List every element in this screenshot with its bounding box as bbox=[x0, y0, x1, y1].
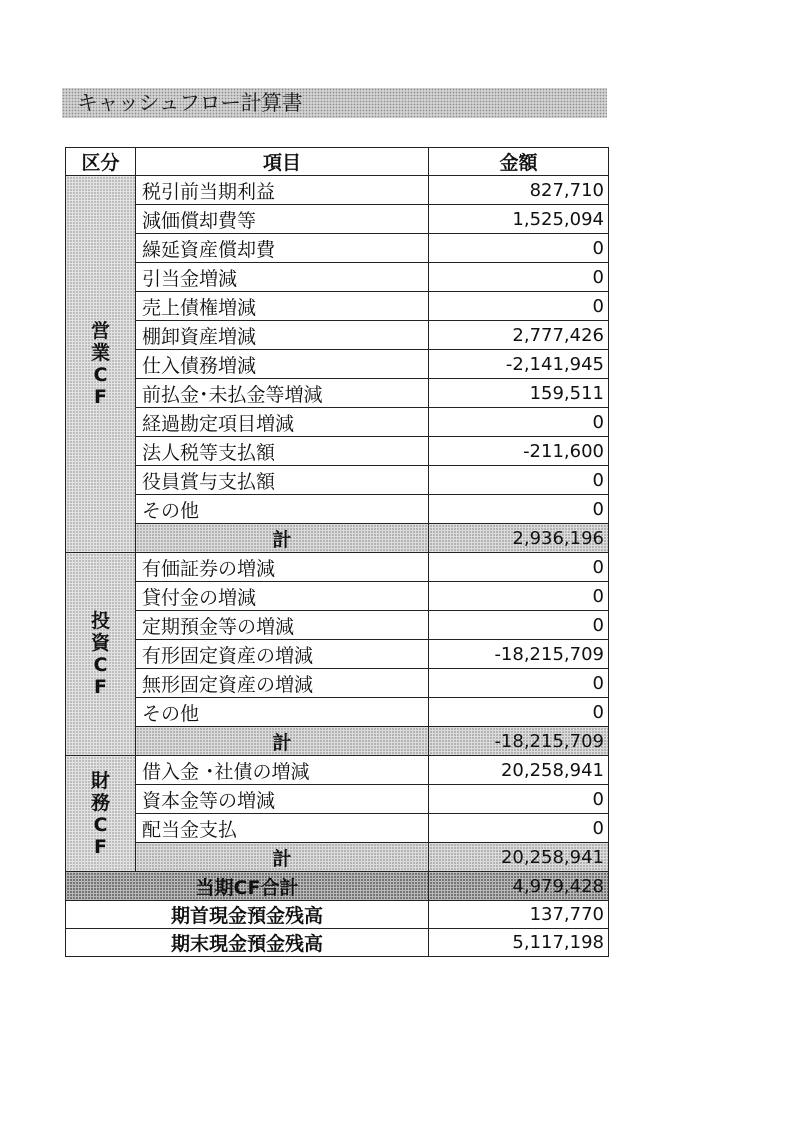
investing-cf-section-label bbox=[66, 553, 136, 756]
operating-cf-item-label: 経過勘定項目増減 bbox=[136, 408, 429, 437]
investing-cf-item-amount: 0 bbox=[429, 611, 609, 640]
operating-cf-row bbox=[66, 292, 609, 321]
operating-cf-item-amount: -2,141,945 bbox=[429, 350, 609, 379]
operating-cf-item-label: 仕入債務増減 bbox=[136, 350, 429, 379]
investing-cf-section-label-char: 資 bbox=[90, 632, 110, 654]
operating-cf-item-amount: 0 bbox=[429, 495, 609, 524]
investing-cf-item-label: 無形固定資産の増減 bbox=[136, 669, 429, 698]
page-title: キャッシュフロー計算書 bbox=[77, 91, 303, 115]
investing-cf-item-amount: 0 bbox=[429, 582, 609, 611]
operating-cf-item-label: 前払金･未払金等増減 bbox=[136, 379, 429, 408]
investing-cf-row bbox=[66, 611, 609, 640]
cash-flow-table bbox=[65, 147, 609, 957]
operating-cf-item-label: 役員賞与支払額 bbox=[136, 466, 429, 495]
financing-cf-section-label-char: 財 bbox=[90, 769, 110, 792]
operating-cf-item-label: 減価償却費等 bbox=[136, 205, 429, 234]
financing-cf-item-amount: 0 bbox=[429, 785, 609, 814]
operating-cf-section-label-char: C bbox=[93, 364, 108, 386]
operating-cf-item-amount: 0 bbox=[429, 408, 609, 437]
operating-cf-item-label: 棚卸資産増減 bbox=[136, 321, 429, 350]
total-cf-label: 当期CF合計 bbox=[66, 872, 429, 901]
investing-cf-item-amount: 0 bbox=[429, 553, 609, 582]
operating-cf-item-label: 売上債権増減 bbox=[136, 292, 429, 321]
financing-cf-item-label: 借入金 ･社債の増減 bbox=[136, 756, 429, 785]
operating-cf-item-label: その他 bbox=[136, 495, 429, 524]
investing-cf-item-label: 有形固定資産の増減 bbox=[136, 640, 429, 669]
header-row bbox=[66, 148, 609, 176]
financing-cf-item-label: 資本金等の増減 bbox=[136, 785, 429, 814]
opening-balance-amount: 137,770 bbox=[429, 901, 609, 929]
investing-cf-row bbox=[66, 582, 609, 611]
opening-balance-row bbox=[66, 901, 609, 929]
financing-cf-item-label: 配当金支払 bbox=[136, 814, 429, 843]
operating-cf-row bbox=[66, 350, 609, 379]
operating-cf-item-label: 引当金増減 bbox=[136, 263, 429, 292]
operating-cf-item-label: 税引前当期利益 bbox=[136, 176, 429, 205]
financing-cf-item-amount: 20,258,941 bbox=[429, 756, 609, 785]
operating-cf-row bbox=[66, 408, 609, 437]
financing-cf-subtotal-amount: 20,258,941 bbox=[429, 843, 609, 872]
investing-cf-item-label: 有価証券の増減 bbox=[136, 553, 429, 582]
header-amount: 金額 bbox=[429, 148, 609, 176]
investing-cf-row bbox=[66, 640, 609, 669]
operating-cf-item-amount: 1,525,094 bbox=[429, 205, 609, 234]
investing-cf-row bbox=[66, 698, 609, 727]
operating-cf-row bbox=[66, 263, 609, 292]
closing-balance-label: 期末現金預金残高 bbox=[66, 929, 429, 957]
financing-cf-subtotal-label: 計 bbox=[136, 843, 429, 872]
title-band bbox=[62, 88, 607, 118]
investing-cf-item-label: 貸付金の増減 bbox=[136, 582, 429, 611]
operating-cf-item-amount: 0 bbox=[429, 466, 609, 495]
operating-cf-item-label: 法人税等支払額 bbox=[136, 437, 429, 466]
investing-cf-row bbox=[66, 669, 609, 698]
investing-cf-subtotal-label: 計 bbox=[136, 727, 429, 756]
operating-cf-item-amount: 2,777,426 bbox=[429, 321, 609, 350]
operating-cf-item-amount: 0 bbox=[429, 234, 609, 263]
operating-cf-section-label bbox=[66, 176, 136, 553]
investing-cf-item-amount: -18,215,709 bbox=[429, 640, 609, 669]
operating-cf-row bbox=[66, 321, 609, 350]
total-cf-row bbox=[66, 872, 609, 901]
operating-cf-row bbox=[66, 466, 609, 495]
financing-cf-row bbox=[66, 756, 609, 785]
financing-cf-row bbox=[66, 814, 609, 843]
operating-cf-item-amount: 827,710 bbox=[429, 176, 609, 205]
operating-cf-section-label-char: 業 bbox=[90, 342, 110, 364]
operating-cf-subtotal-row bbox=[66, 524, 609, 553]
financing-cf-row bbox=[66, 785, 609, 814]
investing-cf-item-amount: 0 bbox=[429, 698, 609, 727]
operating-cf-subtotal-amount: 2,936,196 bbox=[429, 524, 609, 553]
header-item: 項目 bbox=[136, 148, 429, 176]
closing-balance-amount: 5,117,198 bbox=[429, 929, 609, 957]
closing-balance-row bbox=[66, 929, 609, 957]
investing-cf-item-label: その他 bbox=[136, 698, 429, 727]
operating-cf-row bbox=[66, 437, 609, 466]
operating-cf-item-amount: 0 bbox=[429, 263, 609, 292]
financing-cf-item-amount: 0 bbox=[429, 814, 609, 843]
header-category: 区分 bbox=[66, 148, 136, 176]
operating-cf-row bbox=[66, 205, 609, 234]
investing-cf-item-amount: 0 bbox=[429, 669, 609, 698]
opening-balance-label: 期首現金預金残高 bbox=[66, 901, 429, 929]
financing-cf-section-label bbox=[66, 756, 136, 872]
operating-cf-subtotal-label: 計 bbox=[136, 524, 429, 553]
total-cf-amount: 4,979,428 bbox=[429, 872, 609, 901]
investing-cf-subtotal-amount: -18,215,709 bbox=[429, 727, 609, 756]
operating-cf-section-label-char: 営 bbox=[90, 320, 110, 342]
operating-cf-item-label: 繰延資産償却費 bbox=[136, 234, 429, 263]
investing-cf-row bbox=[66, 553, 609, 582]
financing-cf-section-label-char: F bbox=[94, 835, 107, 858]
investing-cf-section-label-char: C bbox=[93, 654, 108, 676]
financing-cf-section-label-char: 務 bbox=[90, 791, 110, 814]
financing-cf-subtotal-row bbox=[66, 843, 609, 872]
operating-cf-section-label-char: F bbox=[94, 386, 107, 408]
operating-cf-row bbox=[66, 379, 609, 408]
investing-cf-subtotal-row bbox=[66, 727, 609, 756]
operating-cf-row bbox=[66, 176, 609, 205]
operating-cf-item-amount: -211,600 bbox=[429, 437, 609, 466]
investing-cf-section-label-char: 投 bbox=[90, 610, 110, 632]
operating-cf-row bbox=[66, 234, 609, 263]
operating-cf-item-amount: 159,511 bbox=[429, 379, 609, 408]
operating-cf-row bbox=[66, 495, 609, 524]
investing-cf-item-label: 定期預金等の増減 bbox=[136, 611, 429, 640]
financing-cf-section-label-char: C bbox=[93, 813, 108, 836]
operating-cf-item-amount: 0 bbox=[429, 292, 609, 321]
investing-cf-section-label-char: F bbox=[94, 676, 107, 698]
